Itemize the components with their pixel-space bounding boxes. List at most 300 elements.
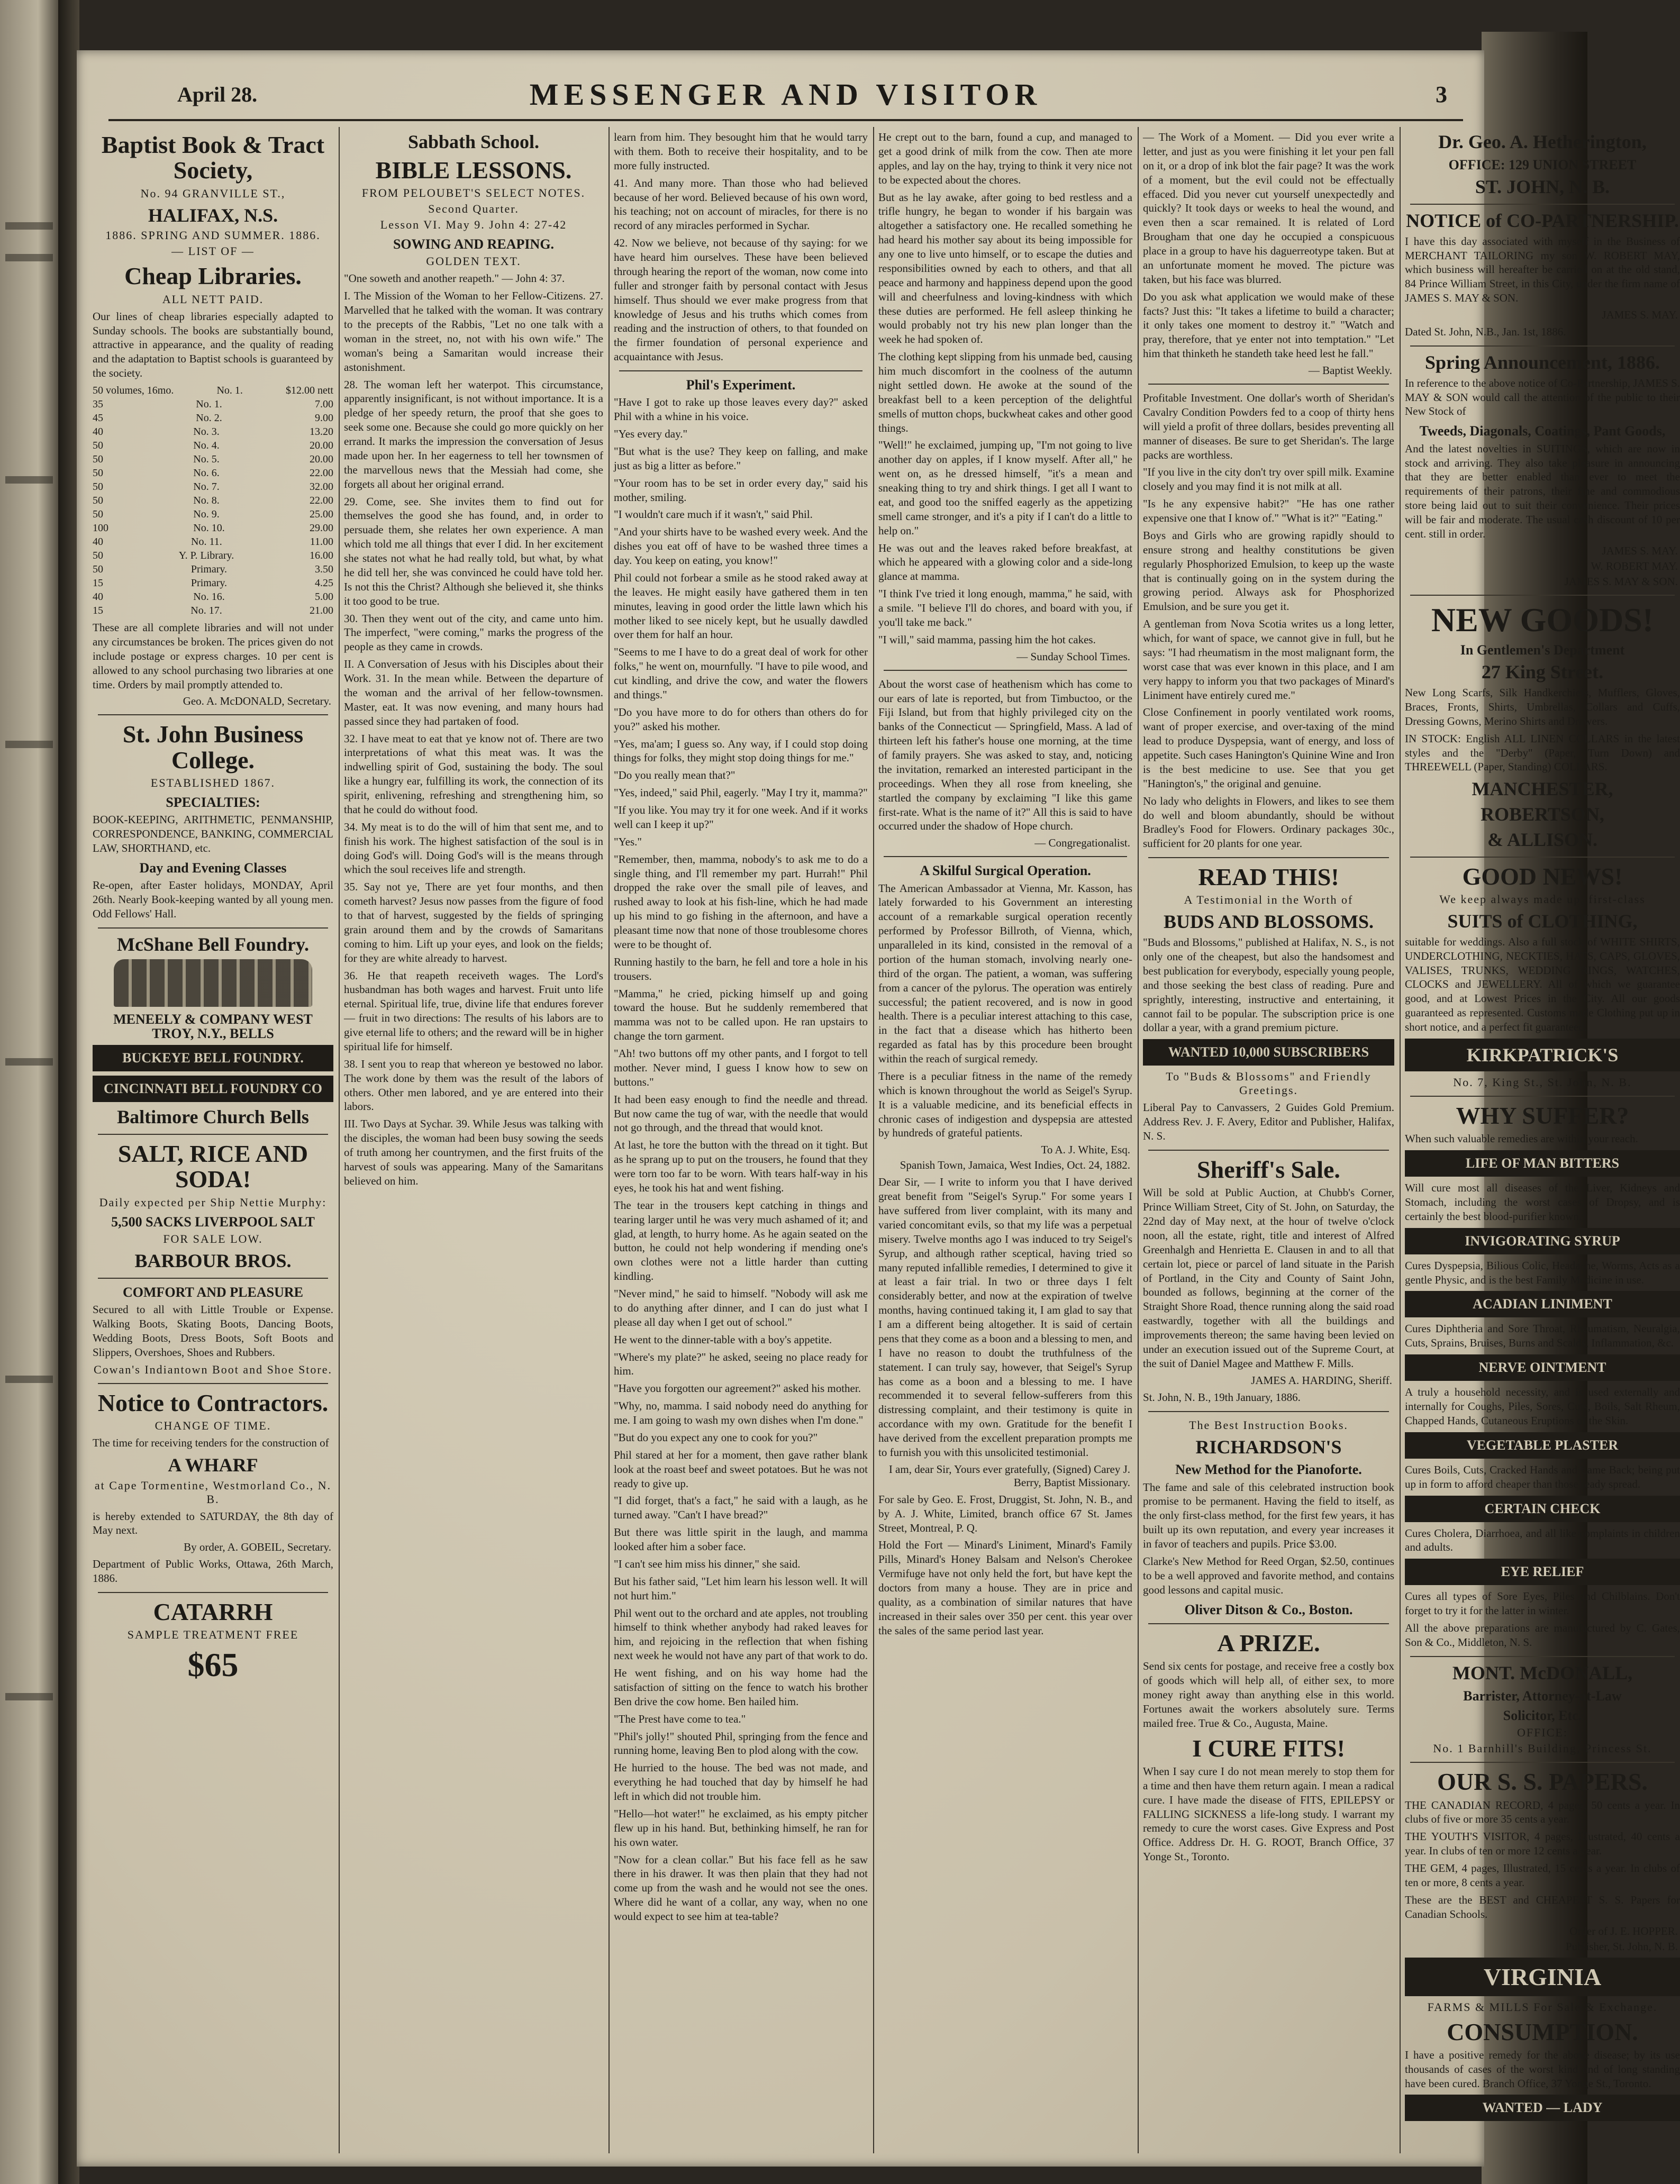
library-cell: 20.00 <box>309 453 333 466</box>
library-cell: 5.00 <box>314 591 333 603</box>
eye-relief-body: Cures all types of Sore Eyes, Piles and Chilblains. Don't forget to try it for the latter in winter. <box>1405 1590 1680 1617</box>
lesson-paragraph: II. A Conversation of Jesus with his Disciples about their Work. 31. In the mean while. Between the departure of the woman and the arrival of her fellow-townsmen. Master, eat. It was now evening, and many hours had passed since they had partaken of food. <box>344 658 603 727</box>
divider <box>98 714 328 715</box>
column-5 <box>1143 127 1394 2153</box>
ss-paper-2: THE YOUTH'S VISITOR, 4 pages, Illustrated, 40 cents a year. In clubs of ten or more 12 cents a year. <box>1405 1830 1680 1858</box>
sheriff-date: St. John, N. B., 19th January, 1886. <box>1143 1390 1301 1404</box>
contractors-extended: is hereby extended to SATURDAY, the 8th day of May next. <box>93 1509 333 1537</box>
news-paragraph: About the worst case of heathenism which has come to our ears of late is reported, but from Timbuctoo, or the Fiji Island, but from that highly privileged city on the banks of the Connecticut — Springfield, Mass. A lad of thirteen left his father's house one morning, at the time of family prayers. She was asked to stay, and, noticing the invitation, remarked an interested participant in the proceedings. When they all rose from kneeling, she startled the company by exclaiming "I like this game first-rate. What is the name of it?" All this is said to have occurred under the shadow of Hope church. <box>878 677 1132 833</box>
letter-place: Spanish Town, Jamaica, West Indies, Oct. 24, 1882. <box>900 1159 1130 1172</box>
story-paragraph: "Mamma," he cried, picking himself up and going toward the house. But he suddenly remembered that mamma was not to be called upon. He ran upstairs to change the torn garment. <box>614 987 868 1043</box>
bible-lessons-title: BIBLE LESSONS. <box>375 156 572 184</box>
firm-allison: & ALLISON. <box>1487 829 1598 850</box>
library-row <box>93 411 333 425</box>
consumption-body: I have a positive remedy for the above disease; by its use thousands of cases of the worst kind and of long standing have been cured. Branch Office, 37 Yonge St., Toronto. <box>1405 2048 1680 2090</box>
prize-title: A PRIZE. <box>1217 1629 1320 1657</box>
story-paragraph: "But do you expect any one to cook for you?" <box>614 1431 818 1444</box>
good-news-sub: We keep always made up, first-class <box>1439 893 1646 906</box>
story-paragraph: At last, he tore the button with the thread on it tight. But as he sprang up to put on the trousers, he found that they were torn too far to be worn. With tears half-way in his eyes, he took his hat and went fishing. <box>614 1139 868 1194</box>
spring-signature-2: W. ROBERT MAY. <box>1591 559 1678 572</box>
acadian-body: Cures Diphtheria and Sore Throat, Rheumatism, Neuralgia, Cuts, Sprains, Bruises, Burns and Scalds, Inflammation, &c. <box>1405 1322 1680 1350</box>
item-paragraph: Boys and Girls who are growing rapidly should to ensure strong and healthy constitutions be given regularly Phosphorized Emulsion, to keep up the waste that is continually going on in the system during the growing period. Always ask for Phosphorized Emulsion, and be sure you get it. <box>1143 529 1394 613</box>
check-body: Cures Cholera, Diarrhoea, and all like complaints in children and adults. <box>1405 1526 1680 1554</box>
divider <box>1410 1762 1675 1763</box>
library-cell: 4.25 <box>314 577 333 589</box>
library-row <box>93 507 333 521</box>
firm-robertson: ROBERTSON, <box>1481 804 1604 825</box>
contractors-by-order: By order, A. GOBEIL, Secretary. <box>184 1541 331 1554</box>
story-paragraph: "The Prest have come to tea." <box>614 1712 746 1725</box>
library-cell: No. 9. <box>193 508 220 521</box>
library-row <box>93 480 333 494</box>
story-paragraph: "Have you forgotten our agreement?" asked his mother. <box>614 1382 861 1395</box>
lesson-paragraph: 34. My meat is to do the will of him that sent me, and to finish his work. The highest satisfaction of the soul is in doing God's will. Doing God's will is the means through which the soul receives life and strength. <box>344 820 603 876</box>
suits-title: SUITS of CLOTHING, <box>1447 911 1638 932</box>
divider <box>98 1278 328 1279</box>
letter-signature: I am, dear Sir, Yours ever gratefully, (Signed) Carey J. Berry, Baptist Missionary. <box>888 1462 1130 1489</box>
mcdonald-address: No. 1 Barnhill's Building, Princess St. <box>1433 1742 1652 1755</box>
contractors-change: CHANGE OF TIME. <box>155 1418 271 1432</box>
life-bitters-body: Will cure most all diseases of the Liver, Kidneys and Stomach, including the worst cases of Dropsy, and is certainly the best blood-purifier known. <box>1405 1181 1680 1223</box>
news-source: — Congregationalist. <box>1034 836 1130 850</box>
ss-order: Order of J. E. HOPPER. <box>1569 1924 1678 1937</box>
catarrh-title: CATARRH <box>153 1598 273 1626</box>
plaster-title: VEGETABLE PLASTER <box>1405 1432 1680 1459</box>
library-cell: Primary. <box>190 577 228 589</box>
barbour-bros: BARBOUR BROS. <box>134 1250 292 1271</box>
story-paragraph: "Well!" he exclaimed, jumping up, "I'm not going to live another day on apples, if I know myself. After all," he went on, as he dressed himself, "it's a mean and sneaking thing to try and shirk things. I get all I want to eat, and good too the sniffed eagerly as the appetizing smell came stronger, and it's a pity if I can't do a little to help on." <box>878 439 1132 537</box>
comfort-footer: Cowan's Indiantown Boot and Shoe Store. <box>93 1362 333 1376</box>
library-cell: No. 1. <box>196 398 222 411</box>
library-row <box>93 590 333 604</box>
salt-sale-line1: Daily expected per Ship Nettie Murphy: <box>99 1195 327 1209</box>
ss-paper-3: THE GEM, 4 pages, Illustrated, 15 cents a year. In clubs of ten or more, 8 cents a year. <box>1405 1862 1680 1889</box>
kirkpatrick-title: KIRKPATRICK'S <box>1405 1039 1680 1071</box>
eye-relief-title: EYE RELIEF <box>1405 1559 1680 1585</box>
story-paragraph: He went fishing, and on his way home had the satisfaction of sitting on the fence to watch his brother Ben drive the cow home. Ben hailed him. <box>614 1667 868 1708</box>
story-paragraph: "Yes." <box>614 835 642 848</box>
page-number: 3 <box>1436 81 1447 107</box>
surgical-title: A Skilful Surgical Operation. <box>920 863 1091 879</box>
library-cell: 50 <box>93 563 103 576</box>
item-paragraph: Close Confinement in poorly ventilated work rooms, want of proper exercise, and over-taxing of the mind lead to produce Dyspepsia, want of energy, and loss of appetite. Such cases Hanington's Quinine Wine and Iron is the best medicine to use. See that you get "Hanington's," the original and genuine. <box>1143 706 1394 790</box>
catarrh-sub: SAMPLE TREATMENT FREE <box>127 1628 299 1642</box>
spring-firm: JAMES S. MAY & SON. <box>1564 575 1678 588</box>
cincinnati-foundry: CINCINNATI BELL FOUNDRY CO <box>93 1076 333 1102</box>
newspaper-page <box>77 50 1680 2167</box>
library-cell: No. 8. <box>193 495 220 507</box>
library-row <box>93 439 333 452</box>
spring-body2: And the latest novelties in SUITINGS, which are now in stock and arriving. They also take pleasure in announcing that they are better enabled than ever to meet the requirements of their patrons, their fine and commodious store being laid out to suit their convenience. Their prices will be fair and moderate. The usual cash discount of 10 per cent. still in order. <box>1405 442 1680 540</box>
invigorating-body: Cures Dyspepsia, Bilious Colic, Headache, Worms, Acts as a gentle Physic, and is the best Family Medicine in use. <box>1405 1259 1680 1286</box>
contractors-department: Department of Public Works, Ottawa, 26th March, 1886. <box>93 1558 333 1585</box>
contractors-body: The time for receiving tenders for the construction of <box>93 1436 329 1449</box>
library-cell: No. 11. <box>191 536 222 548</box>
copartnership-title: NOTICE of CO-PARTNERSHIP. <box>1406 210 1679 231</box>
method-title: New Method for the Pianoforte. <box>1175 1462 1362 1478</box>
virginia-sub: FARMS & MILLS For Sale & Exchange. <box>1427 2000 1658 2014</box>
library-row <box>93 397 333 411</box>
library-cell: 50 <box>93 495 103 507</box>
library-cell: 50 <box>93 550 103 562</box>
doctor-office: OFFICE: 129 UNION STREET <box>1448 157 1637 172</box>
sheriff-signature: JAMES A. HARDING, Sheriff. <box>1251 1373 1392 1387</box>
library-cell: 50 <box>93 508 103 521</box>
golden-text-label: GOLDEN TEXT. <box>426 254 521 268</box>
divider <box>619 370 862 371</box>
story-paragraph: "I did forget, that's a fact," he said with a laugh, as he turned away. "Can't I have bread?" <box>614 1494 868 1522</box>
story-paragraph: Phil stared at her for a moment, then gave rather blank look at the roast beef and sweet potatoes. But he was not ready to give up. <box>614 1448 868 1490</box>
college-established: ESTABLISHED 1867. <box>150 776 276 790</box>
plaster-body: Cures Boils, Cuts, Cracked Hands and Lame Back; being put up in form to afford cheaper than those ready spread. <box>1405 1463 1680 1490</box>
library-cell: 40 <box>93 536 103 548</box>
library-cell: No. 7. <box>193 481 220 493</box>
library-cell: 22.00 <box>309 495 333 507</box>
library-row <box>93 576 333 590</box>
clarke-body: Clarke's New Method for Reed Organ, $2.50, continues to be a well approved and favorite method, and contains good lessons and capital music. <box>1143 1554 1394 1596</box>
library-row <box>93 535 333 549</box>
instruction-label: The Best Instruction Books. <box>1189 1418 1348 1432</box>
column-2 <box>344 127 603 2153</box>
letter-recipient: To A. J. White, Esq. <box>1041 1143 1130 1157</box>
acadian-title: ACADIAN LINIMENT <box>1405 1291 1680 1317</box>
story-paragraph: The tear in the trousers kept catching in things and tearing larger until he was very much ashamed of it; and glad, at length, to hurry home. As he again seated on the button, he could not help wondering if mending one's own clothes were not a little harder than cutting kindling. <box>614 1198 868 1283</box>
library-cell: 3.50 <box>314 563 333 576</box>
prize-body: Send six cents for postage, and receive free a costly box of goods which will help all, of either sex, to more money right away than anything else in this world. Fortunes await the workers absolutely sure. Terms mailed free. True & Co., Augusta, Maine. <box>1143 1660 1394 1730</box>
libraries-signature: Geo. A. McDONALD, Secretary. <box>183 695 331 708</box>
richardson-title: RICHARDSON'S <box>1195 1436 1342 1458</box>
wanted-body: Liberal Pay to Canvassers, 2 Guides Gold Premium. Address Rev. J. F. Avery, Editor and Publisher, Halifax, N. S. <box>1143 1101 1394 1143</box>
story-paragraph: "Hello—hot water!" he exclaimed, as his empty pitcher flew up in his hand. But, bethinking himself, he ran for his own water. <box>614 1807 868 1849</box>
divider <box>1148 1411 1389 1412</box>
mcdonald-title: Barrister, Attorney-at-Law <box>1463 1688 1622 1704</box>
library-cell: 20.00 <box>309 440 333 452</box>
meneely-foundry: MENEELY & COMPANY WEST TROY, N.Y., BELLS <box>113 1011 313 1041</box>
item-paragraph: A gentleman from Nova Scotia writes us a long letter, which, for want of space, we cannot give in full, but he says: "I had rheumatism in the most malignant form, the worst case that was ever known in this place, and I am very happy to inform you that two packages of Minard's Liniment have entirely cured me." <box>1143 617 1394 702</box>
divider <box>98 927 328 929</box>
story-paragraph: "I think I've tried it long enough, mamma," he said, with a smile. "I believe I'll do chores, and board with you, if you'll take me back." <box>878 587 1132 629</box>
ss-paper-1: THE CANADIAN RECORD, 4 pages, 50 cents a year. In clubs of five or more 35 cents a year. <box>1405 1798 1680 1826</box>
story-paragraph: Phil went out to the orchard and ate apples, not troubling himself to think whether anybody had raked leaves for him, and rejoicing in the reflection that when fishing next week he would not have any part of that work to do. <box>614 1606 868 1662</box>
issue-date: April 28. <box>177 83 258 106</box>
library-cell: No. 6. <box>193 467 220 479</box>
story-paragraph: "Yes, ma'am; I guess so. Any way, if I could stop doing things for folks, they might stop doing things for me." <box>614 737 868 765</box>
story-paragraph: He was out and the leaves raked before breakfast, at which he appeared with a glowing color and a side-long glance at mamma. <box>878 541 1132 583</box>
business-college-title: St. John Business College. <box>122 721 304 774</box>
gates-body: All the above preparations are manufactured by C. Gates, Son & Co., Middleton, N. S. <box>1405 1622 1680 1649</box>
item-paragraph: Profitable Investment. One dollar's worth of Sheridan's Cavalry Condition Powders fed to a coop of thirty hens will yield a profit of three dollars, besides preventing all manner of diseases. Be sure to get Sheridan's. The large packs are worthless. <box>1143 392 1394 461</box>
previous-page-edge <box>0 0 63 2184</box>
virginia-title: VIRGINIA <box>1405 1958 1680 1996</box>
spring-goods: Tweeds, Diagonals, Coatings, Pant Goods, <box>1419 423 1666 439</box>
item-paragraph: — The Work of a Moment. — Did you ever write a letter, and just as you were finishing it let your pen fall on it, or a drop of ink blot the fair page? It was the work of a moment, but the evil could not be effectually effaced. Did you never cut yourself unexpectedly and quickly? It took days or weeks to heal the wound, and even then a scar remained. It is related of Lord Brougham that one day he occupied a conspicuous place in a group to have his daguerreotype taken. But at an unfortunate moment he moved. The picture was taken, but his face was blurred. <box>1143 131 1394 286</box>
library-row <box>93 466 333 480</box>
lesson-paragraph: learn from him. They besought him that he would tarry with them. Both to receive their hospitality, and to be more fully instructed. <box>614 131 868 172</box>
mcshane-foundry: McShane Bell Foundry. <box>116 933 310 955</box>
suits-body: suitable for weddings. Also a full stock of WHITE SHIRTS, UNDERCLOTHING, NECKTIES, HATS, CAPS, GLOVES, VALISES, TRUNKS, WEDDING RINGS, WATCHES, CLOCKS and JEWELLERY. All of which we guarantee good, and at Lowest Prices in the City. All our goods guaranteed as represented. Customs made Clothing put up in short notice, and a perfect fit guaranteed. <box>1405 935 1680 1034</box>
spring-announcement-title: Spring Announcement, 1886. <box>1424 351 1660 373</box>
story-paragraph: "But what is the use? They keep on falling, and make just as big a litter as before." <box>614 444 868 472</box>
libraries-price-list <box>93 384 333 617</box>
divider <box>884 856 1127 857</box>
story-paragraph: He hurried to the house. The bed was not made, and everything he had touched that day by himself he had left in which did not trouble him. <box>614 1761 868 1803</box>
library-cell: 22.00 <box>309 467 333 479</box>
mcdonald-sub: Solicitor, Etc. <box>1503 1707 1582 1723</box>
story-paragraph: "I can't see him miss his dinner," she said. <box>614 1557 801 1570</box>
why-suffer-body: When such valuable remedies are within your reach. <box>1405 1132 1638 1145</box>
good-news-title: GOOD NEWS! <box>1462 862 1623 890</box>
library-cell: 40 <box>93 591 103 603</box>
sheriff-sale-title: Sheriff's Sale. <box>1197 1155 1340 1183</box>
letter-body: Dear Sir, — I write to inform you that I have derived great benefit from "Seigel's Syrup." For some years I have suffered from liver complaint, with its many and varied concomitant evils, so that my life was a perpetual misery. Twelve months ago I was induced to try Seigel's Syrup, and although rather sceptical, having tried so many reputed infallible remedies, I determined to give it at least a fair trial. In two or three days I felt considerably better, and now at the expiration of twelve months, having continued taking it, I am glad to say that I am a different being altogether. It is said of certain pens that they come as a boon and a blessing to men, and I have no reason to doubt the truthfulness of the statement. I can truly say, however, that Seigel's Syrup has come as a boon and a blessing to me. I have recommended it to several fellow-sufferers from this distressing complaint, and their testimony is quite in accordance with my own. Gratitude for the benefit I have derived from the excellent preparation prompts me to furnish you with this unsolicited testimonial. <box>878 1176 1132 1459</box>
lesson-paragraph: 35. Say not ye, There are yet four months, and then cometh harvest? Jesus now passes from the figure of food to that of harvest, suggested by the fields of springing grain around them and by the crowds of Samaritans coming to him. Lift up your eyes, and look on the fields; for they are white already to harvest. <box>344 880 603 964</box>
method-body: The fame and sale of this celebrated instruction book promise to be permanent. Having the field to itself, as the only first-class method, for the first few years, it has built up its own reputation, and every year increases it in favor of teachers and pupils. Price $3.00. <box>1143 1480 1394 1551</box>
college-body: Re-open, after Easter holidays, MONDAY, April 26th. Nearly Book-keeping wanted by all young men. Odd Fellows' Hall. <box>93 879 333 920</box>
library-row <box>93 425 333 439</box>
story-paragraph: "And your shirts have to be washed every week. And the dishes you eat off of have to be washed three times a day. You keep on eating, you know!" <box>614 525 868 567</box>
masthead <box>114 71 1458 114</box>
story-paragraph: "I will," said mamma, passing him the hot cakes. <box>878 633 1096 646</box>
item-source: — Baptist Weekly. <box>1308 364 1392 377</box>
story-paragraph: But there was little spirit in the laugh, and mamma looked after him a sober face. <box>614 1526 868 1553</box>
story-paragraph: It had been easy enough to find the needle and thread. But now came the tug of war, with the needle that would not go through, and the thread that would knot. <box>614 1093 868 1134</box>
library-cell: No. 5. <box>193 453 220 466</box>
spring-signature-1: JAMES S. MAY. <box>1602 544 1678 557</box>
story-paragraph: Phil could not forbear a smile as he stood raked away at the leaves. He might easily have gathered them in ten minutes, leaving in good order the little lawn which his mother liked to see nicely kept, but he usually dawdled over them for half an hour. <box>614 571 868 641</box>
story-paragraph: "Why, no, mamma. I said nobody need do anything for me. I am going to wash my own dishes when I'm done." <box>614 1399 868 1427</box>
divider <box>1410 1096 1675 1097</box>
sale-paragraph: For sale by Geo. E. Frost, Druggist, St. John, N. B., and by A. J. White, Limited, branch office 67 St. James Street, Montreal, P. Q. <box>878 1493 1132 1534</box>
story-paragraph: "Seems to me I have to do a great deal of work for other folks," he went on, mournfully. "I have to pile wood, and cut kindling, and drive the cow, and water the flowers and things." <box>614 645 868 701</box>
firm-manchester: MANCHESTER, <box>1472 778 1613 800</box>
library-cell: No. 1. <box>216 385 243 397</box>
contractors-place: at Cape Tormentine, Westmorland Co., N. B. <box>94 1478 332 1506</box>
golden-text: "One soweth and another reapeth." — John 4: 37. <box>344 272 565 285</box>
copartnership-body: I have this day associated with myself in the Business of MERCHANT TAILORING my son W. ROBERT MAY, which business will hereafter be carried on at the old stand, 84 Prince William Street, in this City, under the firm name of JAMES S. MAY & SON. <box>1405 234 1680 305</box>
library-cell: 50 <box>93 440 103 452</box>
story-paragraph: "Do you really mean that?" <box>614 769 735 782</box>
story-paragraph: "Yes, indeed," said Phil, eagerly. "May I try it, mamma?" <box>614 786 868 799</box>
divider <box>1410 345 1675 347</box>
column-rule <box>1400 127 1401 2153</box>
item-paragraph: "If you live in the city don't try over spill milk. Examine closely and you may find it is not milk at all. <box>1143 466 1394 493</box>
wanted-lady: WANTED — LADY <box>1405 2095 1680 2121</box>
library-row <box>93 494 333 507</box>
story-paragraph: "Remember, then, mamma, nobody's to ask me to do a single thing, and I'll remember my part. Hurrah!" Phil dropped the rake over the small pile of leaves, and rushed away to look at his fish-line, which he had made up his mind to go fishing in the afternoon, and have a pleasant time now that none of those troublesome chores were to be thought of. <box>614 852 868 951</box>
library-cell: 50 <box>93 481 103 493</box>
new-goods-sub: In Gentlemen's Department <box>1460 642 1625 658</box>
spring-body: In reference to the above notice of Co-Partnership, JAMES S. MAY & SON would call the attention of the public to their New Stock of <box>1405 376 1680 418</box>
column-rule <box>339 127 340 2153</box>
library-row <box>93 604 333 617</box>
wanted-sub: To "Buds & Blossoms" and Friendly Greetings. <box>1166 1070 1372 1097</box>
library-cell: Primary. <box>190 563 228 576</box>
list-label: — LIST OF — <box>171 244 255 258</box>
lesson-paragraph: 41. And many more. Than those who had believed because of her word. Believed because of his own word, his teaching; not on account of miracles, for there is no record of any miracles performed in Sychar. <box>614 176 868 232</box>
masthead-rule <box>108 119 1463 121</box>
libraries-note: ALL NETT PAID. <box>162 292 264 306</box>
library-cell: 100 <box>93 522 108 534</box>
story-paragraph: He went to the dinner-table with a boy's appetite. <box>614 1333 832 1346</box>
surgical-paragraph: There is a peculiar fitness in the name of the remedy which is known throughout the world as Seigel's Syrup. It is a valuable medicine, and its beneficial effects in chronic cases of indigestion and dyspepsia are attested by hundreds of grateful patients. <box>878 1069 1132 1140</box>
divider <box>1410 595 1675 596</box>
column-4 <box>878 127 1132 2153</box>
copartnership-date: Dated St. John, N.B., Jan. 1st, 1886. <box>1405 325 1566 339</box>
story-paragraph: "If you like. You may try it for one week. And if it works well can I keep it up?" <box>614 804 868 831</box>
library-cell: 11.00 <box>310 536 333 548</box>
item-paragraph: "Is he any expensive habit?" "He has one rather expensive one that I know of." "What is it?" "Eating." <box>1143 497 1394 524</box>
library-cell: 15 <box>93 605 103 617</box>
library-cell: Y. P. Library. <box>178 550 234 562</box>
library-cell: 9.00 <box>314 412 333 424</box>
story-paragraph: "Where's my plate?" he asked, seeing no place ready for him. <box>614 1350 868 1378</box>
story-paragraph: The clothing kept slipping from his unmade bed, causing him much discomfort in the coolness of the autumn night settled down. He awoke at the sound of the breakfast bell to a keen perception of the delightful smells of mutton chops, buckwheat cakes and other good things. <box>878 350 1132 434</box>
column-6 <box>1405 127 1680 2153</box>
newspaper-title: MESSENGER AND VISITOR <box>529 77 1042 112</box>
libraries-body: These are all complete libraries and will not under any circumstances be broken. The prices given do not include postage or express charges. 10 per cent is allowed to any school purchasing two libraries at one time. Orders by mail promptly attended to. <box>93 621 333 691</box>
library-row <box>93 521 333 535</box>
library-cell: 13.20 <box>309 426 333 438</box>
story-paragraph: He crept out to the barn, found a cup, and managed to get a good drink of milk from the cow. Then ate more apples, and lay on the hay, trying to think it very nice not to be expected about the chores. <box>878 131 1132 186</box>
library-row <box>93 549 333 562</box>
buds-blossoms-title: BUDS AND BLOSSOMS. <box>1163 911 1374 933</box>
divider <box>1148 1150 1389 1151</box>
divider <box>884 670 1127 671</box>
library-cell: 50 <box>93 467 103 479</box>
divider <box>98 1592 328 1593</box>
kirkpatrick-address: No. 7, King St., St. John, N. B. <box>1453 1075 1632 1089</box>
mcdonald-office: OFFICE: <box>1517 1726 1568 1740</box>
contractors-wharf: A WHARF <box>168 1454 258 1476</box>
column-rule <box>609 127 610 2153</box>
price-65: $65 <box>187 1646 239 1684</box>
read-this-sub: A Testimonial in the Worth of <box>1184 893 1354 907</box>
lesson-paragraph: 32. I have meat to eat that ye know not of. There are two interpretations of what this meat was. It was the indwelling spirit of God, sustaining the body. The soul like a hungry ear, fulfilling its work, the connection of its spirit, enlivening, refreshing and strengthening him, so that he could do without food. <box>344 732 603 816</box>
library-cell: 15 <box>93 577 103 589</box>
lessons-quarter: Second Quarter. <box>428 202 519 216</box>
library-cell: No. 10. <box>193 522 225 534</box>
lesson-paragraph: 30. Then they went out of the city, and came unto him. The imperfect, "were coming," marks the progress of the people as they came in crowds. <box>344 612 603 653</box>
salt-sale-line2: 5,500 SACKS LIVERPOOL SALT <box>111 1214 315 1230</box>
lesson-title: SOWING AND REAPING. <box>393 236 555 252</box>
minard-paragraph: Hold the Fort — Minard's Liniment, Minard's Family Pills, Minard's Honey Balsam and Nelson's Cherokee Vermifuge have not only held the fort, but have kept the doctors from many a house. They are in price and quality, as a combination of similar natures that have increased in their sales over 350 per cent. this year over the sales of the same period last year. <box>878 1539 1132 1637</box>
story-paragraph: "Have I got to rake up those leaves every day?" asked Phil with a whine in his voice. <box>614 396 868 423</box>
college-specialties-label: SPECIALTIES: <box>166 795 260 811</box>
cure-fits-title: I CURE FITS! <box>1192 1734 1345 1762</box>
library-cell: 29.00 <box>309 522 333 534</box>
lesson-paragraph: 38. I sent you to reap that whereon ye bestowed no labor. The work done by them was the result of the labors of others. Other men labored, and ye are entered into their labors. <box>344 1057 603 1113</box>
comfort-body: Secured to all with Little Trouble or Expense. Walking Boots, Skating Boots, Dancing Boots, Wedding Boots, Dress Boots, Soft Boots and Slippers, Overshoes, Shoes and Rubbers. <box>93 1303 333 1359</box>
check-title: CERTAIN CHECK <box>1405 1496 1680 1522</box>
surgical-paragraph: The American Ambassador at Vienna, Mr. Kasson, has lately forwarded to his Government an interesting account of a remarkable surgical operation recently performed by Professor Billroth, of Vienna, which, unparalleled in its kind, consisted in the removal of a portion of the human stomach, involving nearly one-third of the organ. The patient, a woman, was suffering from a cancer of the pylorus. The operation was entirely successful; the patient recovered, and is now in good health. There is a peculiar interest attaching to this case, in the fact that a disease which has hitherto been regarded as fatal has by this procedure been brought within the reach of surgical remedy. <box>878 881 1132 1066</box>
salt-sale-line3: FOR SALE LOW. <box>163 1232 263 1245</box>
story-title: Phil's Experiment. <box>686 377 796 393</box>
new-goods-body: New Long Scarfs, Silk Handkerchiefs, Mufflers, Gloves, Braces, Fronts, Shirts, Umbrellas, Collars and Cuffs, Dressing Gowns, Merino Shirts and Drawers. <box>1405 686 1680 727</box>
library-cell: 50 <box>93 453 103 466</box>
book-society-city: HALIFAX, N.S. <box>148 204 278 226</box>
buckeye-foundry: BUCKEYE BELL FOUNDRY. <box>93 1045 333 1071</box>
sheriff-sale-body: Will be sold at Public Auction, at Chubb's Corner, Prince William Street, City of St. John, on Saturday, the 22nd day of May next, at the hour of twelve o'clock noon, all the estate, right, title and interest of Alfred Greenhalgh and Henrietta E. Clausen in and to all that certain lot, piece or parcel of land situate in the Parish of Portland, in the City and County of Saint John, bounded as follows, beginning at the corner of the Straight Shore Road, thence running along the said road eastwardly, together with all the buildings and improvements thereon; the same having been levied on under an execution issued out of the Supreme Court, at the suit of Daniel Magee and Matthew F. Mills. <box>1143 1186 1394 1370</box>
library-cell: 7.00 <box>314 398 333 411</box>
divider <box>98 1134 328 1135</box>
library-cell: 21.00 <box>309 605 333 617</box>
new-goods-stock: IN STOCK: English ALL LINEN COLLARS in the latest styles and the "Derby" (Paper, Turn Down) and THREEWELL (Paper, Standing) COLLARS. <box>1405 732 1680 774</box>
lesson-paragraph: 29. Come, see. She invites them to find out for themselves the good she has found, and, in order to persuade them, she relates her own experience. A man which told me all things that ever I did. In her excitement she states not what he had really told, but what, by what he did tell her, she was convinced he could have told her. Is not this the Christ? Although she believed it, she thinks it too good to be true. <box>344 495 603 607</box>
college-classes: Day and Evening Classes <box>139 860 287 876</box>
library-cell: 32.00 <box>309 481 333 493</box>
book-society-season: 1886. SPRING AND SUMMER. 1886. <box>105 229 321 242</box>
divider <box>1148 1623 1389 1624</box>
life-bitters-title: LIFE OF MAN BITTERS <box>1405 1150 1680 1177</box>
new-goods-title: NEW GOODS! <box>1431 600 1654 639</box>
lesson-paragraph: 28. The woman left her waterpot. This circumstance, apparently insignificant, is not without importance. It is a pledge of her speedy return, the proof that she goes to seek some one. Because she could go more quickly on her errand. It marks the impression the conversation of Jesus made upon her. In her eagerness to tell her townsmen of the marvellous news that the Messiah had come, she forgets all about her original errand. <box>344 378 603 490</box>
item-paragraph: No lady who delights in Flowers, and likes to see them do well and bloom abundantly, should be without Bradley's Food for Flowers. Ordinary packages 30c., sufficient for 20 plants for one year. <box>1143 794 1394 850</box>
bell-illustration <box>114 959 312 1007</box>
column-rule <box>1138 127 1139 2153</box>
divider <box>1148 857 1389 858</box>
read-this-title: READ THIS! <box>1198 863 1339 891</box>
lesson-paragraph: 36. He that reapeth receiveth wages. The Lord's husbandman has both wages and harvest. Fruit unto life eternal. Spiritual life, true, divine life that endures forever — fruit in two directions: The results of his labors are to give eternal life to others; and the reward will be in higher spiritual life for himself. <box>344 969 603 1053</box>
nerve-title: NERVE OINTMENT <box>1405 1354 1680 1381</box>
ss-paper-4: These are the BEST and CHEAPEST S. S. Papers for Canadian Schools. <box>1405 1893 1680 1921</box>
ditson-publisher: Oliver Ditson & Co., Boston. <box>1184 1601 1353 1617</box>
divider <box>98 1383 328 1384</box>
consumption-title: CONSUMPTION. <box>1447 2018 1638 2045</box>
salt-sale-title: SALT, RICE AND SODA! <box>117 1140 308 1193</box>
lesson-paragraph: III. Two Days at Sychar. 39. While Jesus was talking with the disciples, the woman had been busy sowing the seeds of truth among her countrymen, and the first fruits of the harvest of souls was appearing. Many of the Samaritans believed on him. <box>344 1117 603 1187</box>
book-gutter <box>58 0 79 2184</box>
church-bells-title: Baltimore Church Bells <box>117 1106 309 1128</box>
story-paragraph: But his father said, "Let him learn his lesson well. It will not hurt him." <box>614 1575 868 1602</box>
divider <box>1410 1656 1675 1657</box>
library-cell: No. 17. <box>190 605 222 617</box>
libraries-title: Cheap Libraries. <box>124 262 302 290</box>
library-row <box>93 562 333 576</box>
cure-fits-body: When I say cure I do not mean merely to stop them for a time and then have them return again. I mean a radical cure. I have made the disease of FITS, EPILEPSY or FALLING SICKNESS a life-long study. I warrant my remedy to cure the worst cases. Give Express and Post Office. Address Dr. H. G. ROOT, Branch Office, 37 Yonge St., Toronto. <box>1143 1764 1394 1863</box>
invigorating-title: INVIGORATING SYRUP <box>1405 1228 1680 1254</box>
copartnership-signature: JAMES S. MAY. <box>1602 308 1678 322</box>
column-1 <box>93 127 333 2153</box>
book-society-address: No. 94 GRANVILLE ST., <box>140 186 286 200</box>
library-row <box>93 384 333 397</box>
lesson-paragraph: I. The Mission of the Woman to her Fellow-Citizens. 27. Marvelled that he talked with the woman. It was contrary to the precepts of the Rabbis, "Let no one talk with a woman in the street, no, not with his own wife." The woman's being a Samaritan would increase their astonishment. <box>344 289 603 374</box>
divider <box>1410 857 1675 858</box>
story-paragraph: "Phil's jolly!" shouted Phil, springing from the fence and running home, leaving Ben to plod along with the cow. <box>614 1730 868 1757</box>
story-paragraph: "Do you have more to do for others than others do for you?" asked his mother. <box>614 705 868 733</box>
doctor-name: Dr. Geo. A. Hetherington, <box>1438 131 1647 152</box>
lesson-number: Lesson VI. May 9. John 4: 27-42 <box>380 218 567 232</box>
column-3 <box>614 127 868 2153</box>
library-row <box>93 452 333 466</box>
why-suffer-title: WHY SUFFER? <box>1456 1102 1629 1129</box>
item-paragraph: Do you ask what application we would make of these facts? Just this: "It takes a lifetime to build a character; it only takes one moment to destroy it." "Watch and pray, therefore, that ye enter not into temptation." "Let him that thinketh he standeth take heed lest he fall." <box>1143 290 1394 360</box>
story-paragraph: But as he lay awake, after going to bed restless and a trifle hungry, he began to wonder if his bargain was altogether a satisfactory one. He recalled something he had heard his mother say about its being impossible for any one to live unto himself, or to escape the duties and responsibilities owned by each to others, and that all peace and harmony and happiness depend upon the good will and cheerfulness and loving-kindness with which these duties are performed. He fell asleep thinking he would probably not try his new plan longer than the week he had spoken of. <box>878 190 1132 346</box>
buds-blossoms-body: "Buds and Blossoms," published at Halifax, N. S., is not only one of the cheapest, but also the handsomest and best publication for everybody, especially young people, and those seeking the best class of reading. Pure and sprightly, interesting, instructive and entertaining, it cannot fail to be popular. The subscription price is one dollar a year, with a grand premium picture. <box>1143 936 1394 1034</box>
story-paragraph: "Ah! two buttons off my other pants, and I forgot to tell mother. Never mind, I guess I know how to sew on buttons." <box>614 1047 868 1088</box>
ss-papers-title: OUR S. S. PAPERS. <box>1437 1768 1648 1796</box>
divider <box>1148 384 1389 385</box>
column-rule <box>873 127 874 2153</box>
lessons-source: FROM PELOUBET'S SELECT NOTES. <box>361 186 586 200</box>
story-paragraph: "Yes every day." <box>614 427 688 441</box>
story-paragraph: "Never mind," he said to himself. "Nobody will ask me to do anything after dinner, and I can do just what I please all day when I get out of school." <box>614 1287 868 1328</box>
doctor-city: ST. JOHN, N. B. <box>1475 176 1610 198</box>
library-cell: 35 <box>93 398 103 411</box>
ss-publisher: Publisher, St. John, N. B. <box>1565 1940 1678 1953</box>
library-cell: No. 4. <box>193 440 220 452</box>
sabbath-school-heading: Sabbath School. <box>407 131 540 152</box>
library-cell: 50 volumes, 16mo. <box>93 385 174 397</box>
